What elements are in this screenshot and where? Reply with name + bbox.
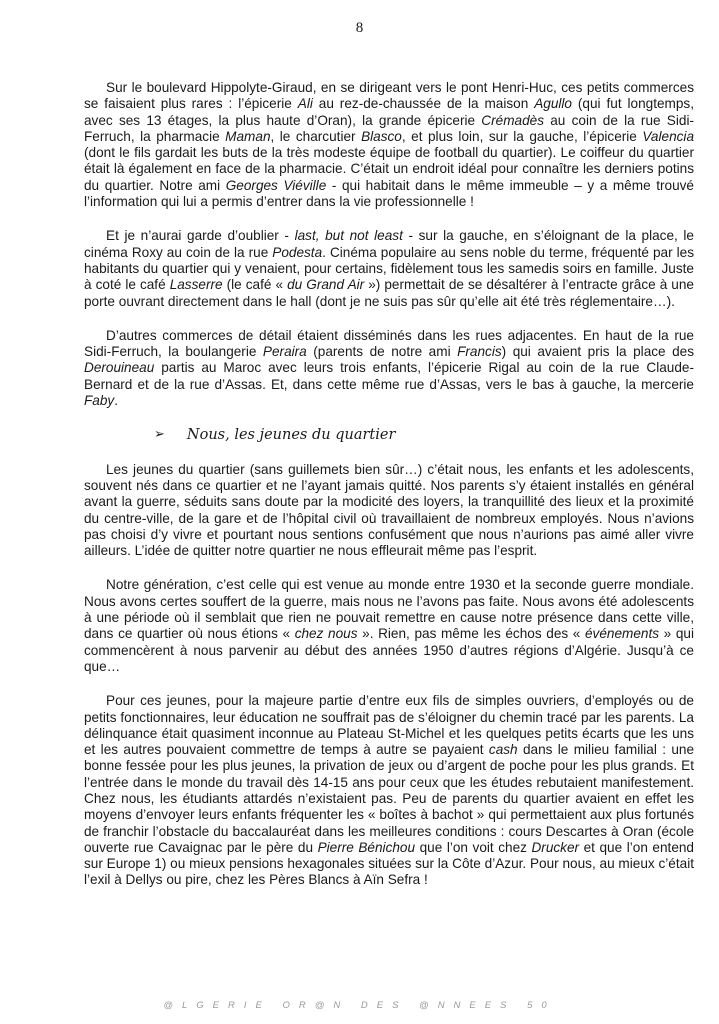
text-run: que l’on voit chez bbox=[415, 839, 532, 855]
text-run: . Cinéma populaire au sens noble du terme, fréquenté par les habitants du quartier qui y venaient, pour certains, fidèlement tous les samedis soirs en famille. Juste à coté le café bbox=[84, 244, 694, 293]
italic-text: Maman bbox=[225, 128, 271, 144]
text-run: - sur la gauche, en s’éloignant de la place, le cinéma Roxy au coin de la rue bbox=[84, 228, 694, 260]
page-number: 8 bbox=[355, 20, 364, 36]
italic-text: Drucker bbox=[531, 839, 580, 855]
text-run: Pour ces jeunes, pour la majeure partie d’entre eux fils de simples ouvriers, d’employés ou de petits fonctionnaires, leur éducation ne souffrait pas de s’éloigner du chemin tracé par les parents. La délinquance était quasiment inconnue au Plateau St-Michel et les quelques petits écarts que les uns et les autres pouvaient commettre de temps à autre se payaient bbox=[84, 693, 694, 758]
text-run: . bbox=[114, 393, 119, 409]
italic-text: Blasco bbox=[361, 128, 402, 144]
italic-text: chez nous bbox=[294, 626, 358, 642]
italic-text: Derouineau bbox=[84, 360, 155, 376]
arrow-bullet-icon: ➢ bbox=[154, 427, 165, 443]
italic-text: Agullo bbox=[534, 96, 572, 112]
italic-text: événements bbox=[584, 626, 660, 642]
paragraphs-before-heading bbox=[84, 80, 694, 409]
text-run: Les jeunes du quartier (sans guillemets bien sûr…) c’était nous, les enfants et les adolescents, souvent nés dans ce quartier et ne l’ayant jamais quitté. Nos parents s’y étaient installés en général avant la guerre, séduits sans doute par la modicité des loyers, la tranquillité des lieux et la proximité du centre-ville, de la gare et de l’hôpital civil où travaillaient de nombreux employés. Nous n’avions pas choisi d’y vivre et pourtant nous sentions confusément que nous n’aurions pas aimé aller vivre ailleurs. L’idée de quitter notre quartier ne nous effleurait même pas l’esprit. bbox=[84, 461, 694, 559]
paragraph bbox=[84, 228, 694, 309]
text-run: » qui commencèrent à nous parvenir au début des années 1950 d’autres régions d’Algérie. Jusqu’à ce que… bbox=[84, 626, 694, 674]
page-footer: @LGERIE OR@N DES @NNEES 50 bbox=[163, 1000, 556, 1011]
text-run: , le charcutier bbox=[270, 128, 362, 144]
text-run: au coin de la rue Sidi-Ferruch, la pharmacie bbox=[84, 112, 695, 144]
italic-text: cash bbox=[488, 742, 518, 758]
italic-text: Podesta bbox=[272, 244, 323, 260]
section-heading bbox=[154, 427, 694, 443]
text-run: ») permettait de se désaltérer à l’entracte grâce à une porte ouvrant directement dans le hall (dont je ne suis pas sûr qu’elle ait été très réglementaire…). bbox=[84, 277, 694, 309]
text-run: (le café « bbox=[222, 277, 288, 293]
text-run: Notre génération, c’est celle qui est venue au monde entre 1930 et la seconde guerre mondiale. Nous avons certes souffert de la guerre, mais nous ne l’avons pas faite. Nous avons été adolescents à une période où il semblait que rien ne pouvait remettre en cause notre présence dans cette ville, dans ce quartier où nous étions « bbox=[84, 577, 694, 642]
text-run: (parents de notre ami bbox=[306, 344, 458, 360]
section-heading-text: Nous, les jeunes du quartier bbox=[186, 427, 396, 444]
italic-text: Lasserre bbox=[169, 277, 223, 293]
text-run: (dont le fils gardait les buts de la très modeste équipe de football du quartier). Le coiffeur du quartier était là également en face de la pharmacie. C’était un endroit idéal pour connaître les derniers potins du quartier. Notre ami bbox=[84, 145, 694, 193]
paragraph bbox=[84, 80, 694, 210]
text-run: - qui habitait dans le même immeuble – y a même trouvé l’information qui lui a permis d’entrer dans la vie professionnelle ! bbox=[84, 177, 694, 210]
text-run: et que l’on entend sur Europe 1) ou mieux pensions hexagonales situées sur la Côte d’Azur. Pour nous, au mieux c’était l’exil à Dellys ou pire, chez les Pères Blancs à Aïn Sefra ! bbox=[84, 839, 694, 888]
italic-text: Faby bbox=[84, 393, 115, 409]
text-run: Et je n’aurai garde d’oublier - bbox=[106, 228, 295, 244]
text-run: ) qui avaient pris la place des bbox=[501, 344, 695, 360]
italic-text: Peraira bbox=[262, 344, 307, 360]
paragraph bbox=[84, 328, 694, 409]
italic-text: Georges Viéville bbox=[225, 177, 327, 193]
italic-text: Pierre Bénichou bbox=[317, 839, 416, 855]
text-run: , et plus loin, sur la gauche, l’épicerie bbox=[401, 128, 643, 144]
page-body bbox=[84, 80, 694, 907]
text-run: (qui fut longtemps, avec ses 13 étages, la plus haute d’Oran), la grande épicerie bbox=[84, 96, 694, 128]
paragraphs-after-heading bbox=[84, 462, 694, 889]
text-run: ». Rien, pas même les échos des « bbox=[357, 626, 585, 642]
paragraph bbox=[84, 577, 694, 675]
italic-text: du Grand Air bbox=[287, 277, 365, 293]
italic-text: Francis bbox=[457, 344, 502, 360]
italic-text: Valencia bbox=[642, 128, 695, 144]
text-run: Sur le boulevard Hippolyte-Giraud, en se dirigeant vers le pont Henri-Huc, ces petits commerces se faisaient plus rares : l’épicerie bbox=[84, 80, 694, 112]
italic-text: Crémadès bbox=[481, 112, 545, 128]
italic-text: last, but not least bbox=[294, 228, 403, 244]
text-run: au rez-de-chaussée de la maison bbox=[312, 96, 535, 112]
text-run: dans le milieu familial : une bonne fessée pour les plus jeunes, la privation de jeux ou d’argent de poche pour les plus grands. Et l’entrée dans le monde du travail dès 14-15 ans pour ceux que les études rebutaient manifestement. Chez nous, les étudiants attardés n’existaient pas. Peu de parents du quartier avaient en effet les moyens d’envoyer leurs enfants fréquenter les « boîtes à bachot » qui permettaient aux plus fortunés de franchir l’obstacle du baccalauréat dans les meilleures conditions : cours Descartes à Oran (école ouverte rue Cavaignac par le père du bbox=[84, 742, 694, 855]
paragraph bbox=[84, 462, 694, 560]
text-run: partis au Maroc avec leurs trois enfants, l’épicerie Rigal au coin de la rue Claude-Bernard et de la rue d’Assas. Et, dans cette même rue d’Assas, vers le bas à gauche, la mercerie bbox=[84, 360, 694, 392]
italic-text: Ali bbox=[297, 96, 313, 112]
paragraph bbox=[84, 693, 694, 889]
text-run: D’autres commerces de détail étaient disséminés dans les rues adjacentes. En haut de la rue Sidi-Ferruch, la boulangerie bbox=[84, 327, 694, 360]
